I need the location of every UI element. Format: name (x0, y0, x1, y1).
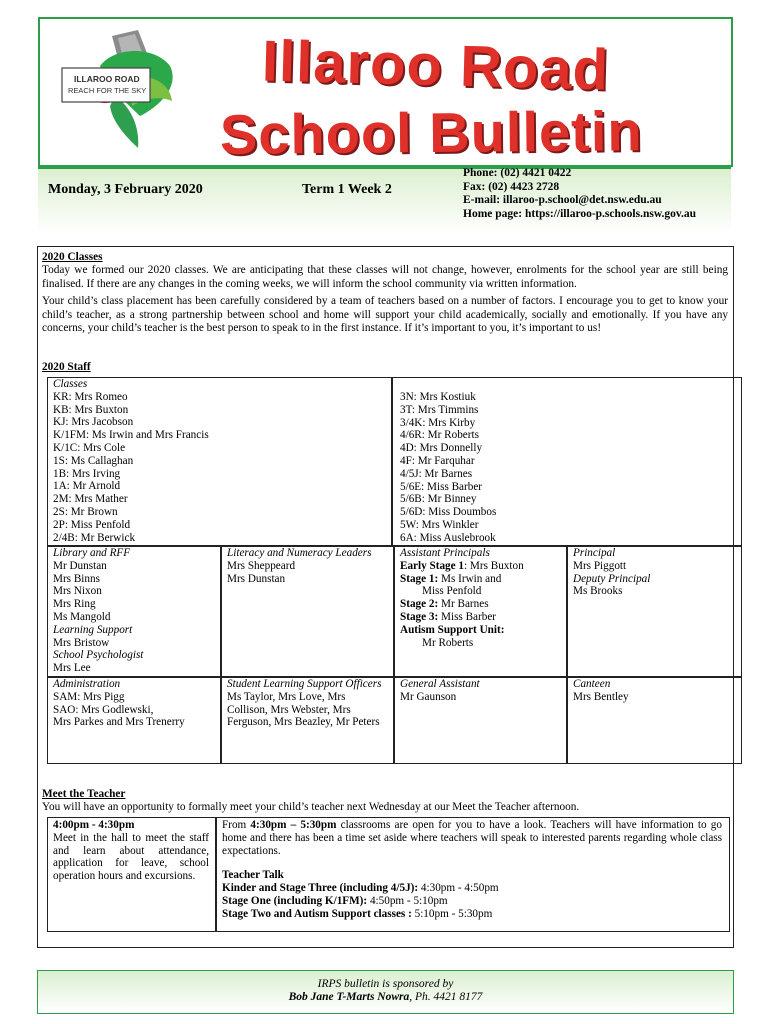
deputy-label: Deputy Principal (573, 572, 651, 585)
class-item: 2P: Miss Penfold (53, 518, 131, 531)
deputy-name: Ms Brooks (573, 585, 623, 598)
classes-para-2: Your child’s class placement has been carefully considered by a team of teachers based on a number of factors. I encourage you to get to know your child’s teacher, as a strong partnership between school and home will support your child academically, socially and emotionally. If you have any concerns, your child’s teacher is the best person to speak to in the first instance. If it’s important to you, it’s important to us! (42, 295, 728, 334)
ap-s1: Ms Irwin and (438, 572, 502, 585)
talk-time: 4:30pm - 4:50pm (418, 882, 499, 895)
literacy-label: Literacy and Numeracy Leaders (227, 547, 372, 559)
ga-name: Mr Gaunson (400, 690, 457, 703)
class-item: 3/4K: Mrs Kirby (400, 416, 476, 429)
ap-label: Assistant Principals (400, 547, 490, 559)
bulletin-term: Term 1 Week 2 (302, 182, 392, 197)
meet-right (222, 819, 722, 921)
class-item: 5/6D: Miss Doumbos (400, 506, 497, 519)
logo-text-2: REACH FOR THE SKY (68, 86, 147, 95)
contact-phone: Phone: (02) 4421 0422 (463, 167, 572, 179)
class-item: 1A: Mr Arnold (53, 480, 121, 493)
talk-label: Kinder and Stage Three (including 4/5J): (222, 882, 419, 895)
ap-autism: Mr Roberts (422, 636, 474, 649)
class-item: 3N: Mrs Kostiuk (400, 391, 476, 403)
canteen-name: Mrs Bentley (573, 690, 629, 703)
contact-fax: Fax: (02) 4423 2728 (463, 180, 560, 193)
class-item: 4F: Mr Farquhar (400, 454, 475, 467)
title-line-1: Illaroo Road (261, 28, 610, 103)
meet-intro: You will have an opportunity to formally meet your child’s teacher next Wednesday at our Meet the Teacher afternoon. (42, 801, 580, 813)
staff-name: Mrs Lee (53, 662, 91, 675)
meet-left-text: Meet in the hall to meet the staff and learn about attendance, application for leave, school operation hours and excursions. (53, 831, 209, 883)
classes-label: Classes (53, 378, 88, 390)
teacher-talk-heading: Teacher Talk (222, 869, 284, 882)
talk-label: Stage One (including K/1FM): (222, 894, 368, 907)
class-item: 4D: Mrs Donnelly (400, 442, 483, 455)
class-item: 1B: Mrs Irving (53, 467, 121, 480)
staff-name: Mrs Nixon (53, 585, 102, 598)
staff-name: Mrs Dunstan (227, 572, 286, 585)
class-item: 2M: Mrs Mather (53, 493, 128, 506)
staff-name: Mr Dunstan (53, 559, 107, 572)
school-logo (60, 26, 200, 151)
canteen-label: Canteen (573, 678, 611, 690)
logo-text-1: ILLAROO ROAD (74, 74, 140, 84)
classes-para-1: Today we formed our 2020 classes. We are anticipating that these classes will not change, however, enrolments for the school year are still being finalised. If there are any changes in the coming weeks, we will inform the school community via written information. (42, 264, 728, 290)
admin-list (53, 678, 185, 729)
bulletin-date: Monday, 3 February 2020 (48, 182, 203, 197)
principal-list (573, 547, 650, 598)
class-item: 1S: Ms Callaghan (53, 454, 134, 467)
meet-time: 4:00pm - 4:30pm (53, 819, 135, 831)
class-item: 2S: Mr Brown (53, 505, 118, 518)
class-item: 4/6R: Mr Roberts (400, 429, 479, 442)
canteen-list (573, 678, 629, 704)
class-item: K/1C: Mrs Cole (53, 441, 126, 454)
talk-time: 5:10pm - 5:30pm (411, 907, 493, 920)
ga-list (400, 678, 480, 704)
class-item: KR: Mrs Romeo (53, 390, 128, 403)
ap-early: : Mrs Buxton (464, 559, 524, 572)
principal-name: Mrs Piggott (573, 559, 627, 572)
classes-heading: 2020 Classes (42, 251, 103, 263)
staff-name: Mrs Bristow (53, 636, 110, 649)
slso-list (227, 678, 389, 729)
ap-s1-label: Stage 1: (400, 572, 439, 585)
staff-name: Mrs Ring (53, 598, 96, 611)
staff-name: Mrs Sheppeard (227, 559, 296, 572)
literacy-list (227, 547, 387, 585)
meet-left (53, 819, 209, 883)
psychologist-label: School Psychologist (53, 649, 144, 662)
meet-heading: Meet the Teacher (42, 788, 126, 800)
contact-homepage[interactable]: Home page: https://illaroo-p.schools.nsw.gov.au (463, 207, 697, 220)
class-item: 2/4B: Mr Berwick (53, 531, 136, 544)
class-item: 5/6B: Mr Binney (400, 493, 477, 506)
meet-right-text: classrooms are open for you to have a look. Teachers will have information to go home and there has been a time set aside where teachers will speak to interested parents regarding whole class expectations. (222, 819, 722, 857)
staff-name: Mrs Parkes and Mrs Trenerry (53, 716, 185, 729)
admin-label: Administration (53, 678, 121, 690)
class-item: K/1FM: Ms Irwin and Mrs Francis (53, 429, 209, 442)
staff-name: Mrs Binns (53, 572, 100, 585)
meet-from: From (222, 819, 251, 831)
ap-s2-label: Stage 2: (400, 598, 439, 611)
classes-list-right (400, 391, 496, 545)
ap-list (400, 547, 524, 649)
class-item: 6A: Miss Auslebrook (400, 531, 496, 544)
class-item: KJ: Mrs Jacobson (53, 416, 134, 429)
learning-support-label: Learning Support (53, 623, 133, 636)
title-line-2: School Bulletin (219, 99, 643, 166)
sponsor-name: Bob Jane T-Marts Nowra (288, 991, 410, 1003)
talk-label: Stage Two and Autism Support classes : (222, 907, 412, 920)
class-item: KB: Mrs Buxton (53, 403, 129, 416)
contact-email[interactable]: E-mail: illaroo-p.school@det.nsw.edu.au (463, 194, 662, 206)
class-item: 5/6E: Miss Barber (400, 480, 483, 493)
ap-early-label: Early Stage 1 (400, 559, 465, 572)
sponsor-phone: , Ph. 4421 8177 (409, 991, 483, 1003)
staff-heading: 2020 Staff (42, 361, 91, 373)
ap-s3-label: Stage 3: (400, 610, 439, 623)
meet-right-time: 4:30pm – 5:30pm (250, 819, 337, 831)
slso-names: Ms Taylor, Mrs Love, Mrs Collison, Mrs Webster, Mrs Ferguson, Mrs Beazley, Mr Peters (227, 690, 380, 729)
contact-details (463, 167, 696, 221)
ap-autism-label: Autism Support Unit: (400, 623, 505, 636)
staff-name: SAO: Mrs Godlewski, (53, 703, 154, 716)
class-item: 5W: Mrs Winkler (400, 518, 479, 531)
slso-label: Student Learning Support Officers (227, 678, 382, 690)
class-item: 4/5J: Mr Barnes (400, 467, 473, 480)
library-list (53, 547, 143, 675)
principal-label: Principal (573, 547, 616, 559)
sponsor-footer (37, 970, 734, 1014)
library-label: Library and RFF (53, 547, 131, 559)
ap-s2: Mr Barnes (438, 598, 489, 611)
classes-list-left (53, 378, 209, 544)
staff-name: Ms Mangold (53, 610, 111, 623)
ap-s1-cont: Miss Penfold (422, 585, 482, 598)
ap-s3: Miss Barber (438, 610, 497, 623)
staff-name: SAM: Mrs Pigg (53, 690, 125, 703)
ga-label: General Assistant (400, 678, 480, 690)
talk-time: 4:50pm - 5:10pm (367, 894, 448, 907)
footer-line-1: IRPS bulletin is sponsored by (317, 978, 454, 990)
class-item: 3T: Mrs Timmins (400, 403, 479, 416)
